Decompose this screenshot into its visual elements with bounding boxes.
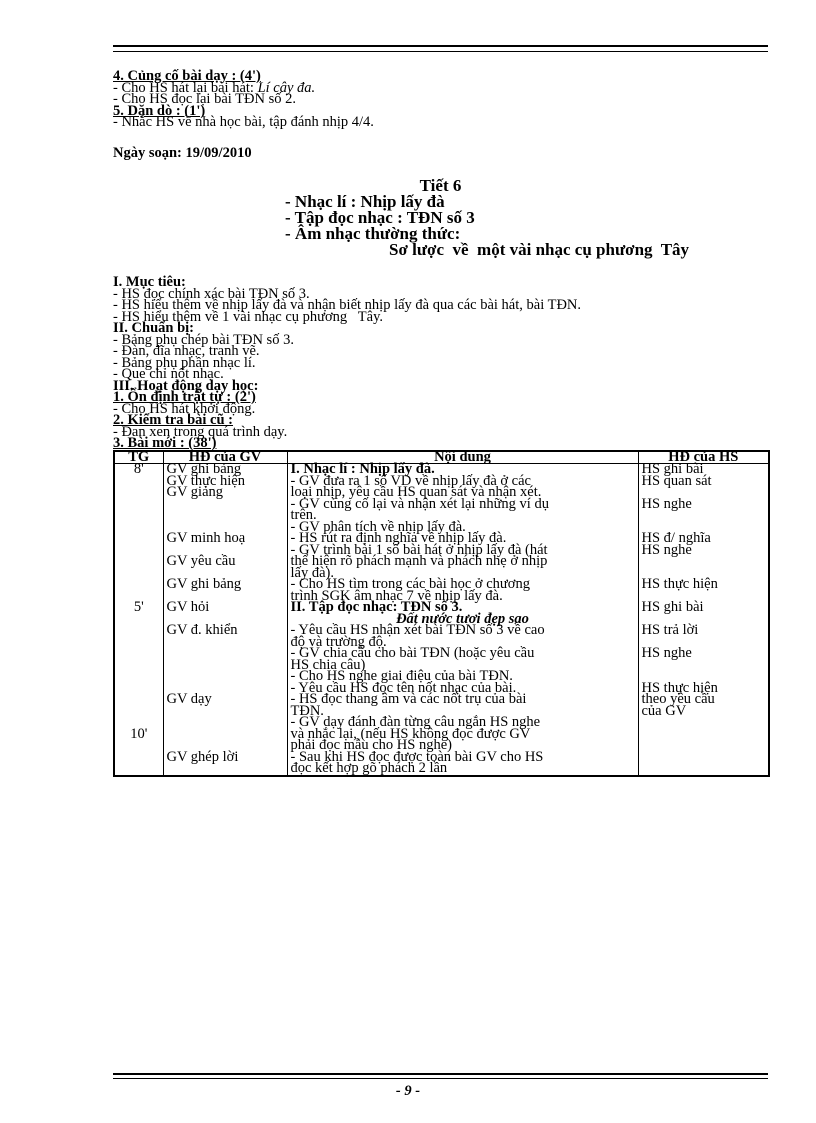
topic-3-sub: Sơ lược về một vài nhạc cụ phương Tây [389, 240, 690, 259]
col-header-hs: HĐ của HS [638, 451, 769, 464]
tg-line [118, 579, 160, 591]
tg-line [118, 614, 160, 626]
hs-line: HS trả lời [641, 622, 699, 638]
hs-line: HS quan sát [641, 472, 712, 489]
nd-line: thể hiện rõ phách mạnh và phách nhẹ ở nhịp [290, 553, 548, 569]
header-rule [113, 45, 768, 47]
tg-line [118, 740, 160, 752]
objective-item: - HS hiểu thêm về 1 vài nhạc cụ phương Tây. [113, 308, 384, 325]
page-number: - 9 - [395, 1083, 421, 1099]
nd-line: - Cho HS nghe giai điệu của bài TĐN. [290, 668, 513, 684]
tg-line [118, 510, 160, 522]
hs-line [642, 752, 766, 764]
nd-line: - HS rút ra định nghĩa về nhịp lấy đà. [290, 530, 507, 546]
prep-date: Ngày soạn: 19/09/2010 [113, 144, 252, 161]
hs-line [642, 729, 766, 741]
hs-line [642, 556, 766, 568]
hs-line: theo yêu cầu [641, 691, 715, 707]
hs-line: HS đ/ nghĩa [641, 530, 711, 546]
preparation-item: - Đàn, đĩa nhạc, tranh vẽ. [113, 343, 260, 359]
tg-line: 5' [133, 599, 144, 615]
tg-line [118, 671, 160, 683]
topic-2: - Tập đọc nhạc : TĐN số 3 [285, 208, 475, 227]
objective-item: - HS hiểu thêm về nhịp lấy đà và nhận biết nhịp lấy đà qua các bài hát, bài TĐN. [113, 297, 582, 313]
table-row [114, 464, 769, 776]
gv-line: GV ghép lời [166, 748, 239, 765]
tg-line [118, 648, 160, 660]
gv-line: GV ghi bảng [166, 576, 242, 592]
gv-line [167, 637, 284, 649]
objective-item: - HS đọc chính xác bài TĐN số 3. [113, 285, 310, 302]
tg-line [118, 487, 160, 499]
tg-line [118, 694, 160, 706]
hs-line: HS nghe [641, 495, 692, 512]
tg-line [118, 752, 160, 764]
gv-line: GV minh hoạ [166, 530, 246, 546]
gv-cell [163, 461, 287, 776]
hs-line [642, 763, 766, 775]
topic-1: - Nhạc lí : Nhịp lấy đà [285, 192, 445, 211]
preparation-item: - Bảng phụ chép bài TĐN số 3. [113, 331, 294, 348]
tg-line [118, 476, 160, 488]
col-header-content: Nội dung [287, 451, 638, 464]
tg-line [118, 522, 160, 534]
col-header-gv: HĐ của GV [163, 451, 287, 464]
gv-line [167, 660, 284, 672]
lesson-content [113, 68, 768, 777]
nd-line: độ và trường độ. [290, 633, 387, 650]
summary-line-1-prefix: - Cho HS hát lại bài hát: [113, 79, 258, 96]
nd-line: - Cho HS tìm trong các bài học ở chương [290, 576, 530, 592]
tg-line [118, 545, 160, 557]
hs-line: HS ghi bài [641, 599, 704, 615]
tg-line [118, 683, 160, 695]
nd-line: TĐN. [290, 702, 324, 719]
hs-line: HS thực hiện [641, 679, 718, 696]
tg-line [118, 625, 160, 637]
nd-line: - Sau khi HS đọc được toàn bài GV cho HS [290, 748, 544, 765]
nd-line: I. Nhạc lí : Nhịp lấy đà. [290, 461, 435, 477]
nd-line: - GV dạy đánh đàn từng câu ngắn HS nghe [290, 714, 541, 730]
step2-line: - Đan xen trong quá trình dạy. [113, 423, 288, 440]
col-header-tg: TG [114, 451, 163, 464]
hs-line [642, 717, 766, 729]
gv-line [167, 648, 284, 660]
nd-line: - GV chia câu cho bài TĐN (hoặc yêu cầu [290, 645, 535, 661]
nd-line: - GV củng cố lại và nhận xét lại những ví dụ [290, 495, 549, 512]
topic-3: - Âm nhạc thường thức: [285, 224, 461, 243]
nd-line: - HS đọc thang âm và các nốt trụ của bài [290, 691, 527, 707]
preparation-item: - Bảng phụ phần nhạc lí. [113, 354, 256, 371]
activities-heading: III. Hoạt động dạy học: [113, 377, 259, 394]
hs-line: HS ghi bài [641, 461, 704, 477]
step3-heading: 3. Bài mới : (38') [113, 435, 217, 451]
nd-line: Đất nước tươi đẹp sao [396, 610, 529, 627]
gv-line: GV thực hiện [166, 472, 245, 489]
nd-line: - GV trình bài 1 số bài hát ở nhịp lấy đà (hát [290, 541, 548, 558]
hs-line: HS nghe [641, 541, 692, 558]
homework-heading: 5. Dặn dò : (1') [113, 102, 206, 119]
nd-line: phải đọc mẫu cho HS nghe) [290, 737, 452, 753]
tg-line [118, 660, 160, 672]
gv-line: GV đ. khiển [166, 622, 238, 638]
lesson-table [113, 450, 770, 777]
nd-line: và nhắc lại, (nếu HS không đọc được GV [290, 725, 531, 742]
gv-line [167, 510, 284, 522]
step1-heading: 1. Ổn định trật tự : (2') [113, 389, 256, 405]
objectives-heading: I. Mục tiêu: [113, 274, 186, 290]
hs-line [642, 660, 766, 672]
tg-line [118, 568, 160, 580]
gv-line [167, 671, 284, 683]
gv-line: GV giảng [166, 484, 224, 500]
hs-cell [638, 461, 769, 776]
nd-line: - GV đưa ra 1 số VD về nhịp lấy đà ở các [290, 472, 531, 489]
nd-line: trình SGK âm nhạc 7 về nhịp lấy đà. [290, 587, 503, 604]
footer-rule-thin [113, 1078, 768, 1079]
gv-line [167, 706, 284, 718]
tg-line [118, 533, 160, 545]
hs-line: HS nghe [641, 645, 692, 661]
gv-line: GV yêu cầu [166, 553, 236, 569]
nd-line: HS chia câu) [290, 656, 366, 673]
summary-line-2: - Cho HS đọc lại bài TĐN số 2. [113, 91, 296, 107]
song-title: Lí cây đa. [257, 79, 316, 96]
tg-line: 8' [133, 461, 144, 477]
footer-rule [113, 1073, 768, 1075]
tg-cell [114, 461, 163, 776]
header-rule-thin [113, 51, 768, 52]
period-title: Tiết 6 [419, 176, 462, 195]
tg-line: 10' [130, 725, 148, 742]
tg-line [118, 499, 160, 511]
hs-line: HS thực hiện [641, 576, 718, 592]
preparation-heading: II. Chuẩn bị: [113, 320, 194, 336]
gv-line [167, 763, 284, 775]
content-cell [287, 461, 638, 776]
nd-line: lấy đà). [290, 564, 334, 581]
tg-line [118, 637, 160, 649]
nd-line: đọc kết hợp gõ phách 2 lần [290, 760, 448, 776]
tg-line [118, 556, 160, 568]
gv-line: GV ghi bảng [166, 461, 242, 477]
step2-heading: 2. Kiểm tra bài cũ : [113, 412, 234, 428]
hs-line: của GV [641, 702, 687, 719]
nd-line: - Yêu cầu HS nhận xét bài TĐN số 3 về cao [290, 622, 545, 638]
summary-heading: 4. Củng cố bài dạy : (4') [113, 68, 261, 84]
gv-line [167, 729, 284, 741]
nd-line: loại nhịp, yêu cầu HS quan sát và nhận xét. [290, 484, 542, 500]
gv-line [167, 717, 284, 729]
gv-line [167, 499, 284, 511]
nd-line: trên. [290, 507, 317, 523]
lesson-title-block [113, 178, 768, 258]
step1-line: - Cho HS hát khởi động. [113, 400, 256, 417]
tg-line [118, 763, 160, 775]
nd-line: - Yêu cầu HS đọc tên nốt nhạc của bài. [290, 679, 517, 696]
gv-line: GV dạy [166, 691, 212, 707]
tg-line [118, 706, 160, 718]
nd-line: II. Tập đọc nhạc: TĐN số 3. [290, 599, 463, 615]
hs-line [642, 740, 766, 752]
preparation-item: - Que chỉ nốt nhạc. [113, 366, 224, 382]
gv-line: GV hỏi [166, 599, 210, 615]
hs-line [642, 510, 766, 522]
homework-line: - Nhắc HS về nhà học bài, tập đánh nhịp 4/4. [113, 114, 374, 130]
nd-line: - GV phân tích về nhịp lấy đà. [290, 518, 466, 535]
